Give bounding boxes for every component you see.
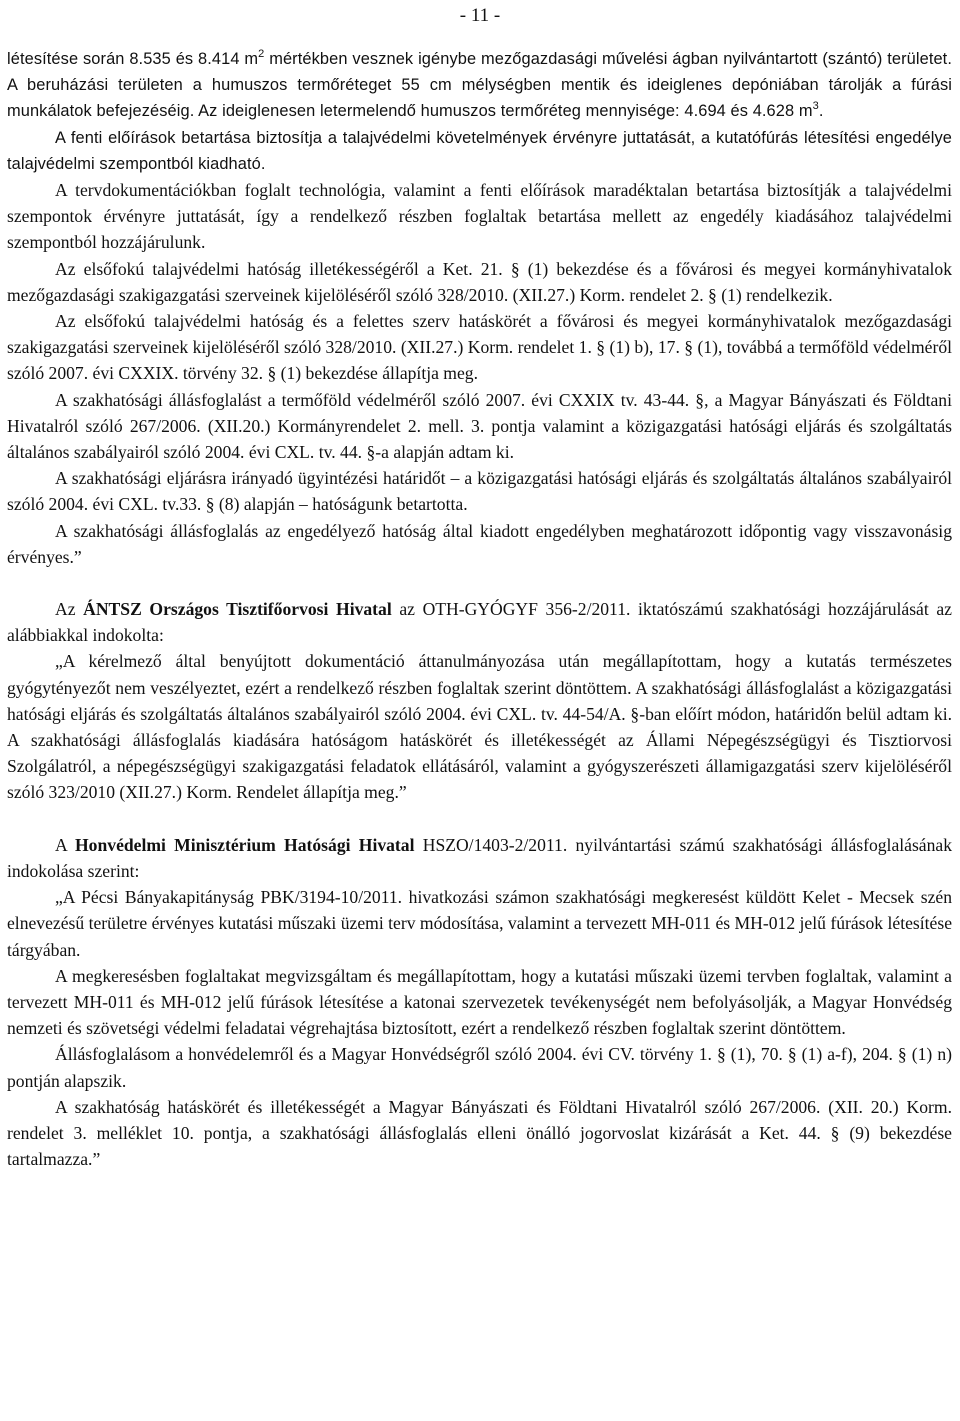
- paragraph-p3: [7, 177, 952, 256]
- text-run: HSZO/1403-2/2011. nyilvántartási számú szakhatósági állásfoglalásának indokolása szerint:: [7, 834, 953, 881]
- bold-text: ÁNTSZ Országos Tisztifőorvosi Hivatal: [83, 599, 392, 620]
- superscript: 2: [258, 48, 265, 60]
- text-run: Az elsőfokú talajvédelmi hatóság és a felettes szerv hatáskörét a fővárosi és megyei kormányhivatalok mezőgazdasági szakigazgatási szerveinek kijelöléséről szóló 328/2010. (XII.27.) Korm. rendelet 1. § (1) b), 17. § (1), továbbá a termőföld védelméről szóló 2007. évi CXXIX. törvény 32. § (1) bekezdése állapítja meg.: [7, 311, 952, 384]
- paragraph-p5: [7, 308, 952, 387]
- paragraph-p1: [7, 46, 952, 125]
- paragraph-p8: [7, 518, 952, 570]
- text-run: az OTH-GYÓGYF 356-2/2011. iktatószámú szakhatósági hozzájárulását az alábbiakkal indokolta:: [7, 599, 952, 646]
- text-run: „A kérelmező által benyújtott dokumentáció áttanulmányozása után megállapítottam, hogy a kutatás természetes gyógytényezőt nem veszélyeztet, ezért a rendelkező részben foglaltak szerint döntöttem. A szakhatósági állásfoglalást a közigazgatási hatósági eljárás és szolgáltatás általános szabályairól szóló 2004. évi CXL. tv. 44-54/A. §-ban előírt módon, határidőn belül adtam ki. A szakhatósági állásfoglalás kiadására hatóságom hatáskörét és illetékességét az Állami Népegészségügyi és Tisztiorvosi Szolgálatról, a népegészségügyi szakigazgatási feladatok ellátásáról, valamint a gyógyszerészeti államigazgatási szerv kijelöléséről szóló 323/2010 (XII.27.) Korm. Rendelet állapítja meg.”: [7, 651, 952, 803]
- text-run: A megkeresésben foglaltakat megvizsgáltam és megállapítottam, hogy a kutatási műszaki üzemi tervben foglaltak, valamint a tervezett MH-011 és MH-012 jelű fúrások létesítése a katonai szervezetek tevékenységét nem befolyásolják, a Magyar Honvédség nemzeti és szövetségi védelmi feladatai végrehajtása biztosított, ezért a rendelkező részben foglaltak szerint döntöttem.: [7, 965, 952, 1039]
- paragraph-p2: [7, 125, 952, 177]
- text-run: mértékben vesznek igénybe mezőgazdasági művelési ágban nyilvántartott (szántó) területet. A beruházási területen a humuszos termőréteget 55 cm mélységben mentik és ideiglenes depóniában tárolják a fúrási munkálatok befejezéséig. Az ideiglenesen letermelendő humuszos termőréteg mennyisége: 4.694 és 4.628 m: [7, 50, 952, 121]
- text-run: A szakhatósági eljárásra irányadó ügyintézési határidőt – a közigazgatási hatósági eljárás és szolgáltatás általános szabályairól szóló 2004. évi CXL. tv.33. § (8) alapján – hatóságunk betartotta.: [7, 468, 952, 515]
- page-number: - 11 -: [459, 5, 501, 26]
- text-run: A szakhatósági állásfoglalást a termőföld védelméről szóló 2007. évi CXXIX tv. 43-44. §, a Magyar Bányászati és Földtani Hivatalról szóló 267/2006. (XII.20.) Kormányrendelet 2. mell. 3. pontja valamint a közigazgatási hatósági eljárás és szolgáltatás általános szabályairól szóló 2004. évi CXL. tv. 44. §-a alapján adtam ki.: [7, 389, 952, 463]
- text-run: A: [55, 834, 75, 855]
- text-run: létesítése során 8.535 és 8.414 m: [7, 50, 259, 68]
- superscript: 3: [812, 100, 819, 113]
- paragraph-p7: [7, 465, 952, 517]
- text-run: Az elsőfokú talajvédelmi hatóság illetékességéről a Ket. 21. § (1) bekezdése és a fővárosi és megyei kormányhivatalok mezőgazdasági szakigazgatási szerveinek kijelöléséről szóló 328/2010. (XII.27.) Korm. rendelet 2. § (1) rendelkezik.: [7, 258, 952, 305]
- paragraph-p10: [7, 648, 952, 805]
- paragraph-p14: [7, 1041, 952, 1093]
- paragraph-p12: [7, 884, 952, 963]
- paragraph-gap: [7, 570, 952, 596]
- paragraph-p11: [7, 832, 952, 884]
- text-run: Állásfoglalásom a honvédelemről és a Magyar Honvédségről szóló 2004. évi CV. törvény 1. § (1), 70. § (1) a-f), 204. § (1) n) pontján alapszik.: [7, 1044, 952, 1091]
- paragraph-p4: [7, 256, 952, 308]
- text-run: A fenti előírások betartása biztosítja a talajvédelmi követelmények érvényre juttatását, a kutatófúrás létesítési engedélye talajvédelmi szempontból kiadható.: [7, 128, 952, 173]
- text-run: A szakhatóság hatáskörét és illetékességét a Magyar Bányászati és Földtani Hivatalról szóló 267/2006. (XII. 20.) Korm. rendelet 3. melléklet 10. pontja, a szakhatósági állásfoglalás elleni önálló jogorvoslat kizárását a Ket. 44. § (9) bekezdése tartalmazza.”: [7, 1096, 952, 1170]
- document-body: [7, 46, 952, 1172]
- paragraph-p13: [7, 963, 952, 1042]
- text-run: A szakhatósági állásfoglalás az engedélyező hatóság által kiadott engedélyben meghatározott időpontig vagy visszavonásig érvényes.”: [7, 520, 952, 567]
- paragraph-p15: [7, 1094, 952, 1173]
- paragraph-p9: [7, 596, 952, 648]
- paragraph-p6: [7, 387, 952, 466]
- text-run: „A Pécsi Bányakapitányság PBK/3194-10/2011. hivatkozási számon szakhatósági megkeresést küldött Kelet - Mecsek szén elnevezésű területre érvényes kutatási műszaki üzemi terv módosítása, valamint a tervezett MH-011 és MH-012 jelű fúrások létesítése tárgyában.: [7, 887, 952, 960]
- text-run: A tervdokumentációkban foglalt technológia, valamint a fenti előírások maradéktalan betartása biztosítják a talajvédelmi szempontok érvényre juttatását, így a rendelkező részben foglaltak betartása mellett az engedély kiadásához talajvédelmi szempontból hozzájárulunk.: [7, 180, 952, 253]
- text-run: Az: [55, 599, 84, 620]
- text-run: .: [818, 102, 824, 121]
- paragraph-gap: [7, 806, 952, 832]
- bold-text: Honvédelmi Minisztérium Hatósági Hivatal: [75, 834, 415, 855]
